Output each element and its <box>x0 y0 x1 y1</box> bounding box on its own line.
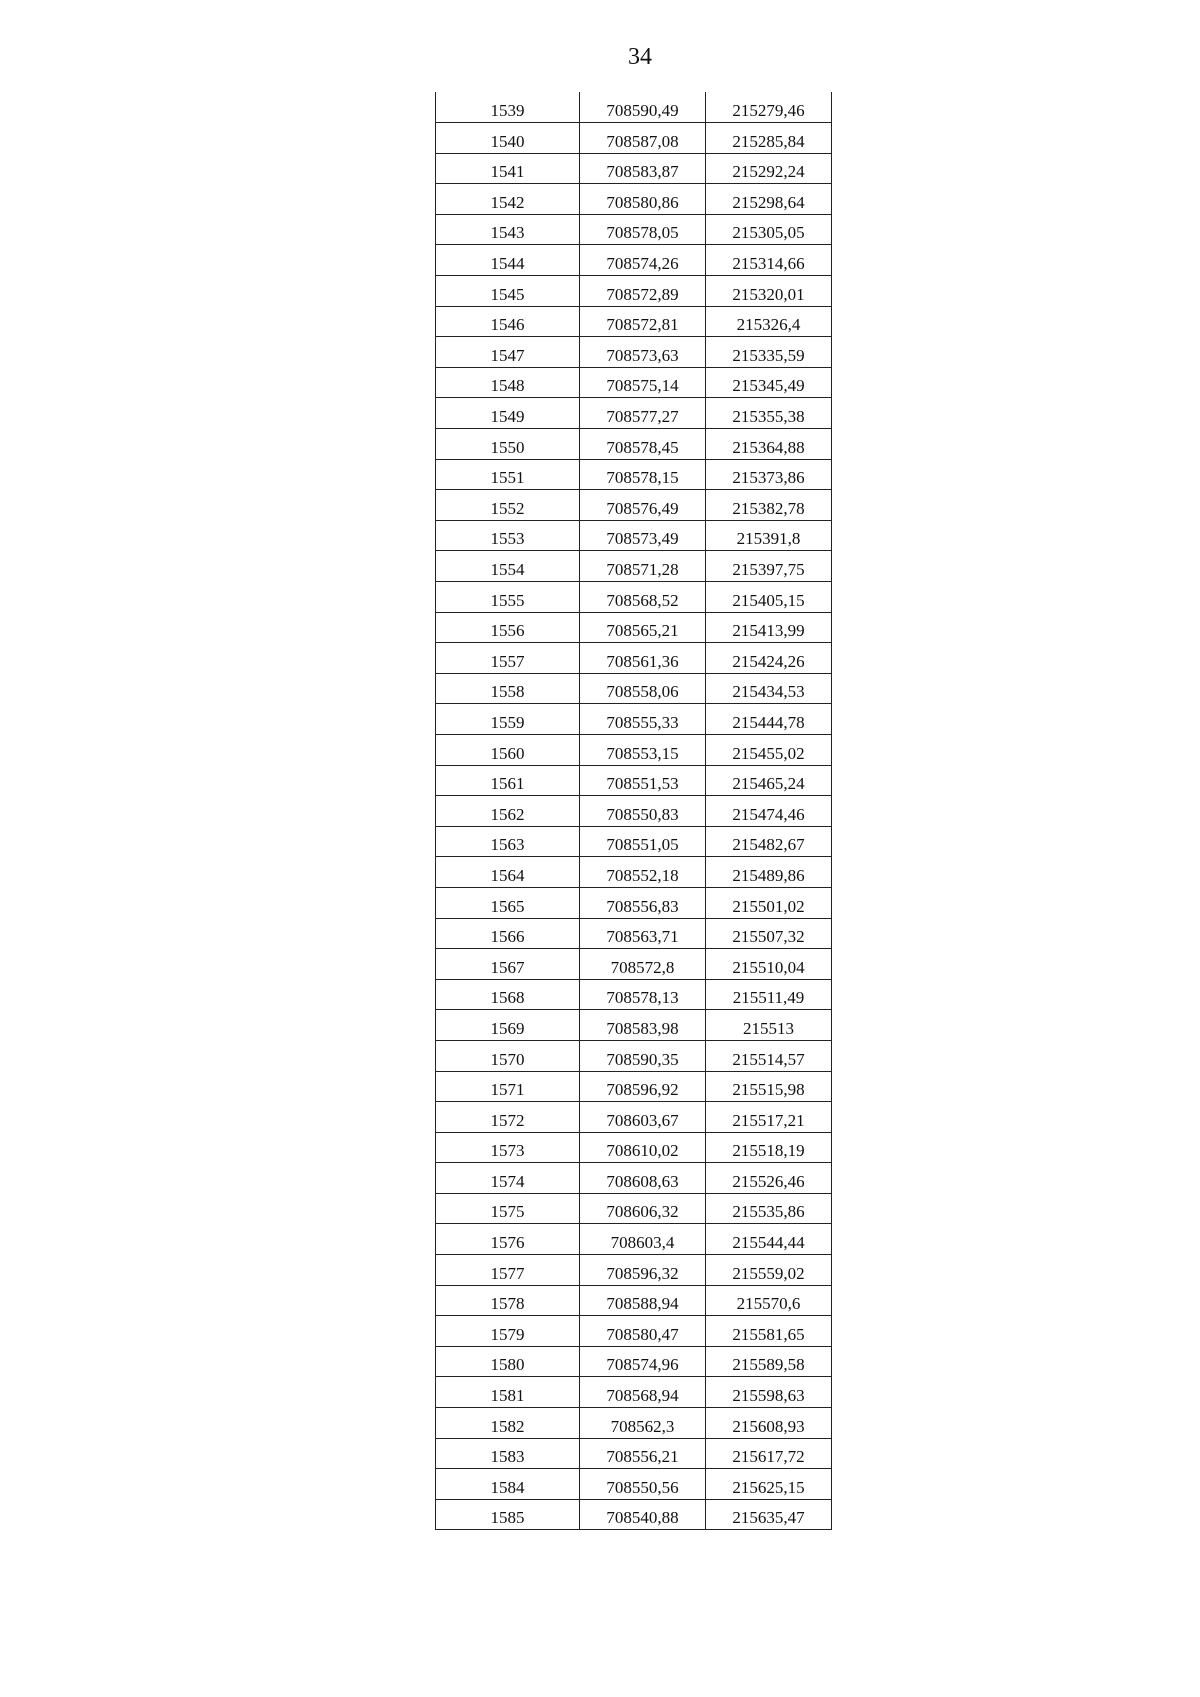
x-coordinate-cell: 708577,27 <box>580 398 706 429</box>
point-number-cell: 1544 <box>436 245 580 276</box>
y-coordinate-cell: 215434,53 <box>706 673 832 704</box>
x-coordinate-cell: 708555,33 <box>580 704 706 735</box>
table-row <box>436 1163 832 1194</box>
x-coordinate-cell: 708590,35 <box>580 1040 706 1071</box>
table-row <box>436 765 832 796</box>
point-number-cell: 1542 <box>436 184 580 215</box>
point-number-cell: 1562 <box>436 796 580 827</box>
y-coordinate-cell: 215355,38 <box>706 398 832 429</box>
coordinates-table <box>435 92 832 1530</box>
y-coordinate-cell: 215314,66 <box>706 245 832 276</box>
table-row <box>436 949 832 980</box>
point-number-cell: 1541 <box>436 153 580 184</box>
page-number: 34 <box>628 44 652 70</box>
table-row <box>436 612 832 643</box>
table-row <box>436 643 832 674</box>
point-number-cell: 1565 <box>436 887 580 918</box>
point-number-cell: 1569 <box>436 1010 580 1041</box>
x-coordinate-cell: 708573,49 <box>580 520 706 551</box>
y-coordinate-cell: 215617,72 <box>706 1438 832 1469</box>
table-row <box>436 367 832 398</box>
y-coordinate-cell: 215279,46 <box>706 92 832 123</box>
table-row <box>436 1346 832 1377</box>
y-coordinate-cell: 215285,84 <box>706 123 832 154</box>
point-number-cell: 1556 <box>436 612 580 643</box>
table-row <box>436 857 832 888</box>
table-row <box>436 826 832 857</box>
table-row <box>436 1193 832 1224</box>
y-coordinate-cell: 215544,44 <box>706 1224 832 1255</box>
x-coordinate-cell: 708610,02 <box>580 1132 706 1163</box>
point-number-cell: 1576 <box>436 1224 580 1255</box>
table-row <box>436 92 832 123</box>
x-coordinate-cell: 708603,4 <box>580 1224 706 1255</box>
y-coordinate-cell: 215455,02 <box>706 734 832 765</box>
point-number-cell: 1564 <box>436 857 580 888</box>
point-number-cell: 1578 <box>436 1285 580 1316</box>
point-number-cell: 1560 <box>436 734 580 765</box>
point-number-cell: 1573 <box>436 1132 580 1163</box>
table-row <box>436 704 832 735</box>
x-coordinate-cell: 708572,81 <box>580 306 706 337</box>
table-row <box>436 1071 832 1102</box>
table-row <box>436 1224 832 1255</box>
point-number-cell: 1555 <box>436 582 580 613</box>
y-coordinate-cell: 215515,98 <box>706 1071 832 1102</box>
point-number-cell: 1574 <box>436 1163 580 1194</box>
table-row <box>436 123 832 154</box>
y-coordinate-cell: 215424,26 <box>706 643 832 674</box>
point-number-cell: 1575 <box>436 1193 580 1224</box>
point-number-cell: 1551 <box>436 459 580 490</box>
point-number-cell: 1561 <box>436 765 580 796</box>
y-coordinate-cell: 215474,46 <box>706 796 832 827</box>
table-row <box>436 520 832 551</box>
point-number-cell: 1554 <box>436 551 580 582</box>
x-coordinate-cell: 708552,18 <box>580 857 706 888</box>
y-coordinate-cell: 215598,63 <box>706 1377 832 1408</box>
y-coordinate-cell: 215382,78 <box>706 490 832 521</box>
x-coordinate-cell: 708558,06 <box>580 673 706 704</box>
point-number-cell: 1581 <box>436 1377 580 1408</box>
x-coordinate-cell: 708568,94 <box>580 1377 706 1408</box>
table-row <box>436 1285 832 1316</box>
point-number-cell: 1552 <box>436 490 580 521</box>
y-coordinate-cell: 215489,86 <box>706 857 832 888</box>
y-coordinate-cell: 215507,32 <box>706 918 832 949</box>
table-row <box>436 673 832 704</box>
x-coordinate-cell: 708574,26 <box>580 245 706 276</box>
table-row <box>436 1255 832 1286</box>
y-coordinate-cell: 215373,86 <box>706 459 832 490</box>
table-row <box>436 429 832 460</box>
table-row <box>436 1469 832 1500</box>
x-coordinate-cell: 708578,13 <box>580 979 706 1010</box>
y-coordinate-cell: 215635,47 <box>706 1499 832 1530</box>
y-coordinate-cell: 215364,88 <box>706 429 832 460</box>
x-coordinate-cell: 708562,3 <box>580 1408 706 1439</box>
y-coordinate-cell: 215570,6 <box>706 1285 832 1316</box>
table-row <box>436 582 832 613</box>
point-number-cell: 1571 <box>436 1071 580 1102</box>
x-coordinate-cell: 708572,89 <box>580 276 706 307</box>
point-number-cell: 1558 <box>436 673 580 704</box>
point-number-cell: 1548 <box>436 367 580 398</box>
point-number-cell: 1570 <box>436 1040 580 1071</box>
y-coordinate-cell: 215501,02 <box>706 887 832 918</box>
x-coordinate-cell: 708550,83 <box>580 796 706 827</box>
table-row <box>436 1040 832 1071</box>
y-coordinate-cell: 215581,65 <box>706 1316 832 1347</box>
x-coordinate-cell: 708587,08 <box>580 123 706 154</box>
table-row <box>436 245 832 276</box>
y-coordinate-cell: 215320,01 <box>706 276 832 307</box>
x-coordinate-cell: 708565,21 <box>580 612 706 643</box>
x-coordinate-cell: 708596,32 <box>580 1255 706 1286</box>
point-number-cell: 1584 <box>436 1469 580 1500</box>
y-coordinate-cell: 215518,19 <box>706 1132 832 1163</box>
x-coordinate-cell: 708583,87 <box>580 153 706 184</box>
y-coordinate-cell: 215444,78 <box>706 704 832 735</box>
x-coordinate-cell: 708556,21 <box>580 1438 706 1469</box>
x-coordinate-cell: 708606,32 <box>580 1193 706 1224</box>
point-number-cell: 1567 <box>436 949 580 980</box>
table-row <box>436 490 832 521</box>
table-row <box>436 153 832 184</box>
table-row <box>436 1499 832 1530</box>
y-coordinate-cell: 215589,58 <box>706 1346 832 1377</box>
y-coordinate-cell: 215514,57 <box>706 1040 832 1071</box>
point-number-cell: 1543 <box>436 214 580 245</box>
table-row <box>436 337 832 368</box>
point-number-cell: 1545 <box>436 276 580 307</box>
y-coordinate-cell: 215413,99 <box>706 612 832 643</box>
point-number-cell: 1566 <box>436 918 580 949</box>
x-coordinate-cell: 708603,67 <box>580 1102 706 1133</box>
x-coordinate-cell: 708590,49 <box>580 92 706 123</box>
table-row <box>436 1132 832 1163</box>
y-coordinate-cell: 215298,64 <box>706 184 832 215</box>
y-coordinate-cell: 215482,67 <box>706 826 832 857</box>
table-row <box>436 1438 832 1469</box>
y-coordinate-cell: 215345,49 <box>706 367 832 398</box>
table-row <box>436 734 832 765</box>
table-row <box>436 214 832 245</box>
table-row <box>436 1408 832 1439</box>
table-row <box>436 276 832 307</box>
y-coordinate-cell: 215397,75 <box>706 551 832 582</box>
y-coordinate-cell: 215511,49 <box>706 979 832 1010</box>
table-row <box>436 887 832 918</box>
x-coordinate-cell: 708563,71 <box>580 918 706 949</box>
table-row <box>436 979 832 1010</box>
y-coordinate-cell: 215465,24 <box>706 765 832 796</box>
point-number-cell: 1553 <box>436 520 580 551</box>
x-coordinate-cell: 708568,52 <box>580 582 706 613</box>
y-coordinate-cell: 215625,15 <box>706 1469 832 1500</box>
x-coordinate-cell: 708583,98 <box>580 1010 706 1041</box>
point-number-cell: 1579 <box>436 1316 580 1347</box>
y-coordinate-cell: 215526,46 <box>706 1163 832 1194</box>
point-number-cell: 1559 <box>436 704 580 735</box>
table-row <box>436 306 832 337</box>
point-number-cell: 1563 <box>436 826 580 857</box>
x-coordinate-cell: 708588,94 <box>580 1285 706 1316</box>
table-row <box>436 1316 832 1347</box>
point-number-cell: 1582 <box>436 1408 580 1439</box>
point-number-cell: 1585 <box>436 1499 580 1530</box>
x-coordinate-cell: 708561,36 <box>580 643 706 674</box>
point-number-cell: 1540 <box>436 123 580 154</box>
y-coordinate-cell: 215305,05 <box>706 214 832 245</box>
x-coordinate-cell: 708551,53 <box>580 765 706 796</box>
y-coordinate-cell: 215335,59 <box>706 337 832 368</box>
table-row <box>436 796 832 827</box>
point-number-cell: 1557 <box>436 643 580 674</box>
point-number-cell: 1546 <box>436 306 580 337</box>
y-coordinate-cell: 215391,8 <box>706 520 832 551</box>
y-coordinate-cell: 215326,4 <box>706 306 832 337</box>
x-coordinate-cell: 708556,83 <box>580 887 706 918</box>
x-coordinate-cell: 708571,28 <box>580 551 706 582</box>
point-number-cell: 1539 <box>436 92 580 123</box>
y-coordinate-cell: 215405,15 <box>706 582 832 613</box>
y-coordinate-cell: 215608,93 <box>706 1408 832 1439</box>
table-row <box>436 459 832 490</box>
y-coordinate-cell: 215517,21 <box>706 1102 832 1133</box>
table-row <box>436 1010 832 1041</box>
point-number-cell: 1547 <box>436 337 580 368</box>
x-coordinate-cell: 708574,96 <box>580 1346 706 1377</box>
point-number-cell: 1568 <box>436 979 580 1010</box>
x-coordinate-cell: 708572,8 <box>580 949 706 980</box>
table-row <box>436 1377 832 1408</box>
x-coordinate-cell: 708550,56 <box>580 1469 706 1500</box>
table-row <box>436 1102 832 1133</box>
coordinates-table-body <box>436 92 832 1530</box>
x-coordinate-cell: 708573,63 <box>580 337 706 368</box>
x-coordinate-cell: 708578,15 <box>580 459 706 490</box>
y-coordinate-cell: 215513 <box>706 1010 832 1041</box>
y-coordinate-cell: 215292,24 <box>706 153 832 184</box>
x-coordinate-cell: 708596,92 <box>580 1071 706 1102</box>
x-coordinate-cell: 708540,88 <box>580 1499 706 1530</box>
point-number-cell: 1580 <box>436 1346 580 1377</box>
point-number-cell: 1572 <box>436 1102 580 1133</box>
table-row <box>436 551 832 582</box>
point-number-cell: 1577 <box>436 1255 580 1286</box>
table-row <box>436 398 832 429</box>
x-coordinate-cell: 708580,86 <box>580 184 706 215</box>
x-coordinate-cell: 708578,45 <box>580 429 706 460</box>
table-row <box>436 184 832 215</box>
table-row <box>436 918 832 949</box>
point-number-cell: 1583 <box>436 1438 580 1469</box>
x-coordinate-cell: 708580,47 <box>580 1316 706 1347</box>
x-coordinate-cell: 708608,63 <box>580 1163 706 1194</box>
y-coordinate-cell: 215559,02 <box>706 1255 832 1286</box>
point-number-cell: 1549 <box>436 398 580 429</box>
x-coordinate-cell: 708578,05 <box>580 214 706 245</box>
point-number-cell: 1550 <box>436 429 580 460</box>
x-coordinate-cell: 708576,49 <box>580 490 706 521</box>
x-coordinate-cell: 708551,05 <box>580 826 706 857</box>
y-coordinate-cell: 215535,86 <box>706 1193 832 1224</box>
y-coordinate-cell: 215510,04 <box>706 949 832 980</box>
x-coordinate-cell: 708575,14 <box>580 367 706 398</box>
x-coordinate-cell: 708553,15 <box>580 734 706 765</box>
